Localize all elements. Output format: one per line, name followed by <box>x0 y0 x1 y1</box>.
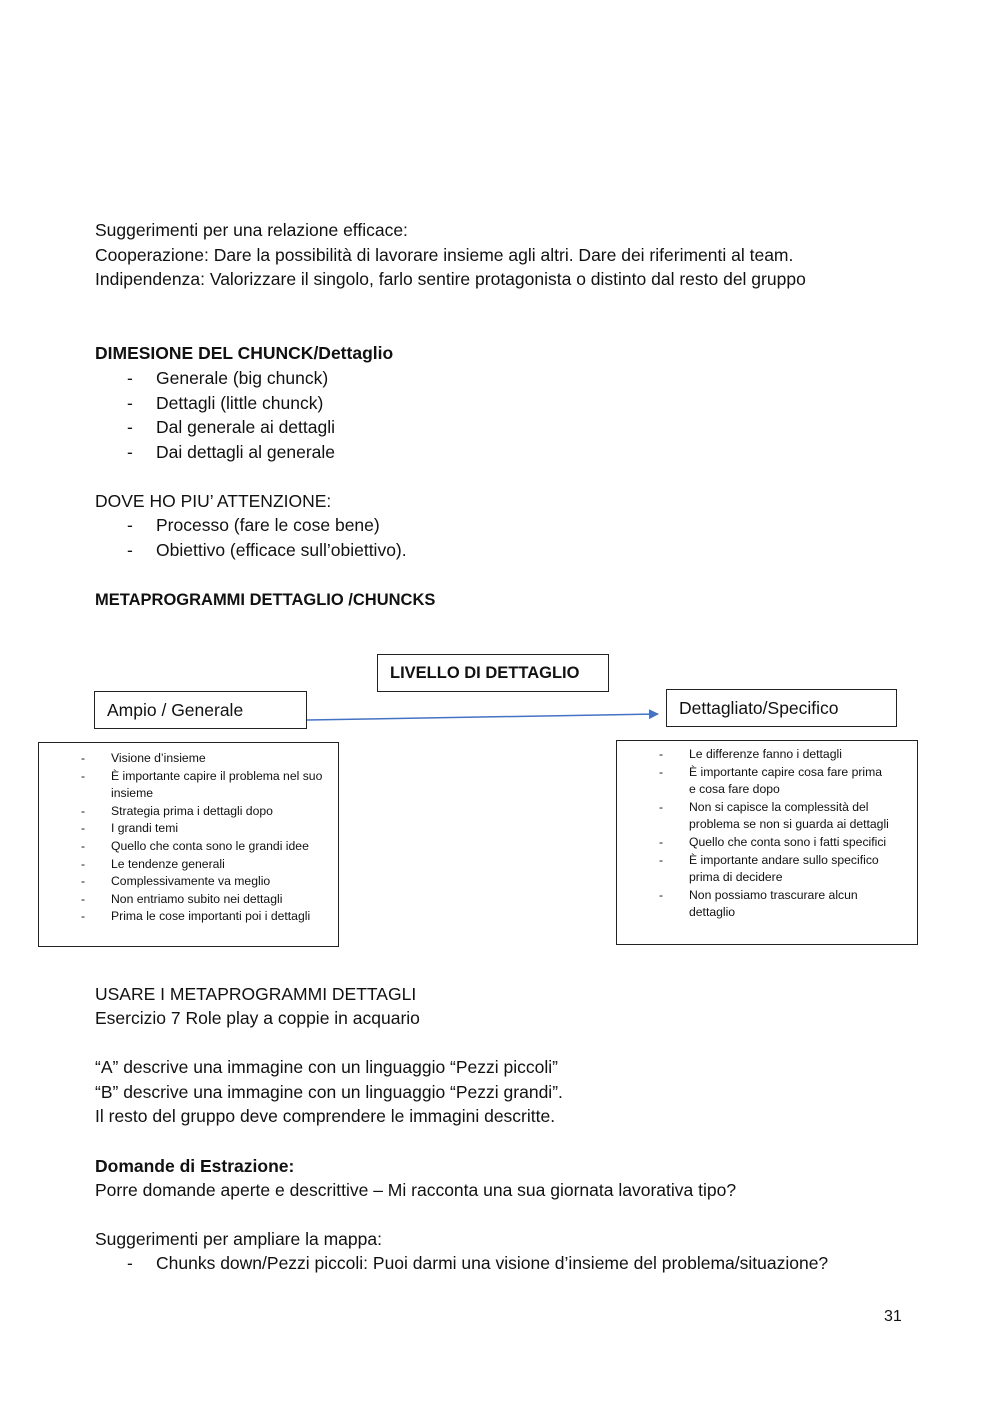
questions-heading: Domande di Estrazione: <box>95 1156 295 1176</box>
list-item: - Strategia prima i dettagli dopo <box>81 803 273 818</box>
list-item: - È importante andare sullo specifico prima di decidere <box>659 852 879 885</box>
questions-text: Porre domande aperte e descrittive – Mi racconta una sua giornata lavorativa tipo? <box>95 1180 737 1200</box>
right-detail-list <box>659 746 889 922</box>
left-detail-box <box>38 742 339 947</box>
list-item: - Quello che conta sono le grandi idee <box>81 838 309 853</box>
left-title: Ampio / Generale <box>107 700 244 720</box>
list-item: - Prima le cose importanti poi i dettagli <box>81 909 311 924</box>
right-title: Dettagliato/Specifico <box>679 698 839 718</box>
list-item: - Non entriamo subito nei dettagli <box>81 891 283 906</box>
intro-line-3: Indipendenza: Valorizzare il singolo, farlo sentire protagonista o distinto dal resto del gruppo <box>95 269 806 289</box>
list-item: - Dal generale ai dettagli <box>127 417 336 437</box>
list-item: - Complessivamente va meglio <box>81 874 271 889</box>
intro-line-1: Suggerimenti per una relazione efficace: <box>95 220 408 240</box>
list-item: - È importante capire il problema nel suo insieme <box>81 768 323 801</box>
usage-line-3: “A” descrive una immagine con un linguaggio “Pezzi piccoli” <box>95 1057 558 1077</box>
list-item: - Non possiamo trascurare alcun dettaglio <box>659 887 858 920</box>
page-number: 31 <box>884 1308 902 1325</box>
list-item: - Quello che conta sono i fatti specifici <box>659 834 887 849</box>
usage-line-2: Esercizio 7 Role play a coppie in acquario <box>95 1008 420 1028</box>
attention-heading: DOVE HO PIU’ ATTENZIONE: <box>95 491 332 511</box>
chunk-heading: DIMESIONE DEL CHUNCK/Dettaglio <box>95 343 394 363</box>
meta-heading: METAPROGRAMMI DETTAGLIO /CHUNCKS <box>95 591 436 609</box>
list-item: - I grandi temi <box>81 821 179 836</box>
intro-line-2: Cooperazione: Dare la possibilità di lavorare insieme agli altri. Dare dei riferimenti al team. <box>95 245 794 265</box>
usage-line-5: Il resto del gruppo deve comprendere le immagini descritte. <box>95 1106 556 1126</box>
right-detail-box <box>616 740 918 945</box>
list-item: - Le differenze fanno i dettagli <box>659 747 842 761</box>
list-item: - Generale (big chunck) <box>127 368 329 388</box>
expand-heading: Suggerimenti per ampliare la mappa: <box>95 1229 382 1249</box>
list-item: - Non si capisce la complessità del problema se non si guarda ai dettagli <box>659 799 889 832</box>
list-item: - Visione d’insieme <box>81 751 206 765</box>
center-title: LIVELLO DI DETTAGLIO <box>390 664 580 682</box>
list-item: - Obiettivo (efficace sull’obiettivo). <box>127 540 407 560</box>
list-item: - Chunks down/Pezzi piccoli: Puoi darmi una visione d’insieme del problema/situazione? <box>127 1253 829 1273</box>
usage-line-4: “B” descrive una immagine con un linguaggio “Pezzi grandi”. <box>95 1082 563 1102</box>
list-item: - Dai dettagli al generale <box>127 442 336 462</box>
list-item: - È importante capire cosa fare prima e cosa fare dopo <box>659 764 883 797</box>
list-item: - Le tendenze generali <box>81 856 225 871</box>
list-item: - Processo (fare le cose bene) <box>127 515 380 535</box>
usage-line-1: USARE I METAPROGRAMMI DETTAGLI <box>95 984 417 1004</box>
left-detail-list <box>81 750 326 926</box>
list-item: - Dettagli (little chunck) <box>127 393 324 413</box>
